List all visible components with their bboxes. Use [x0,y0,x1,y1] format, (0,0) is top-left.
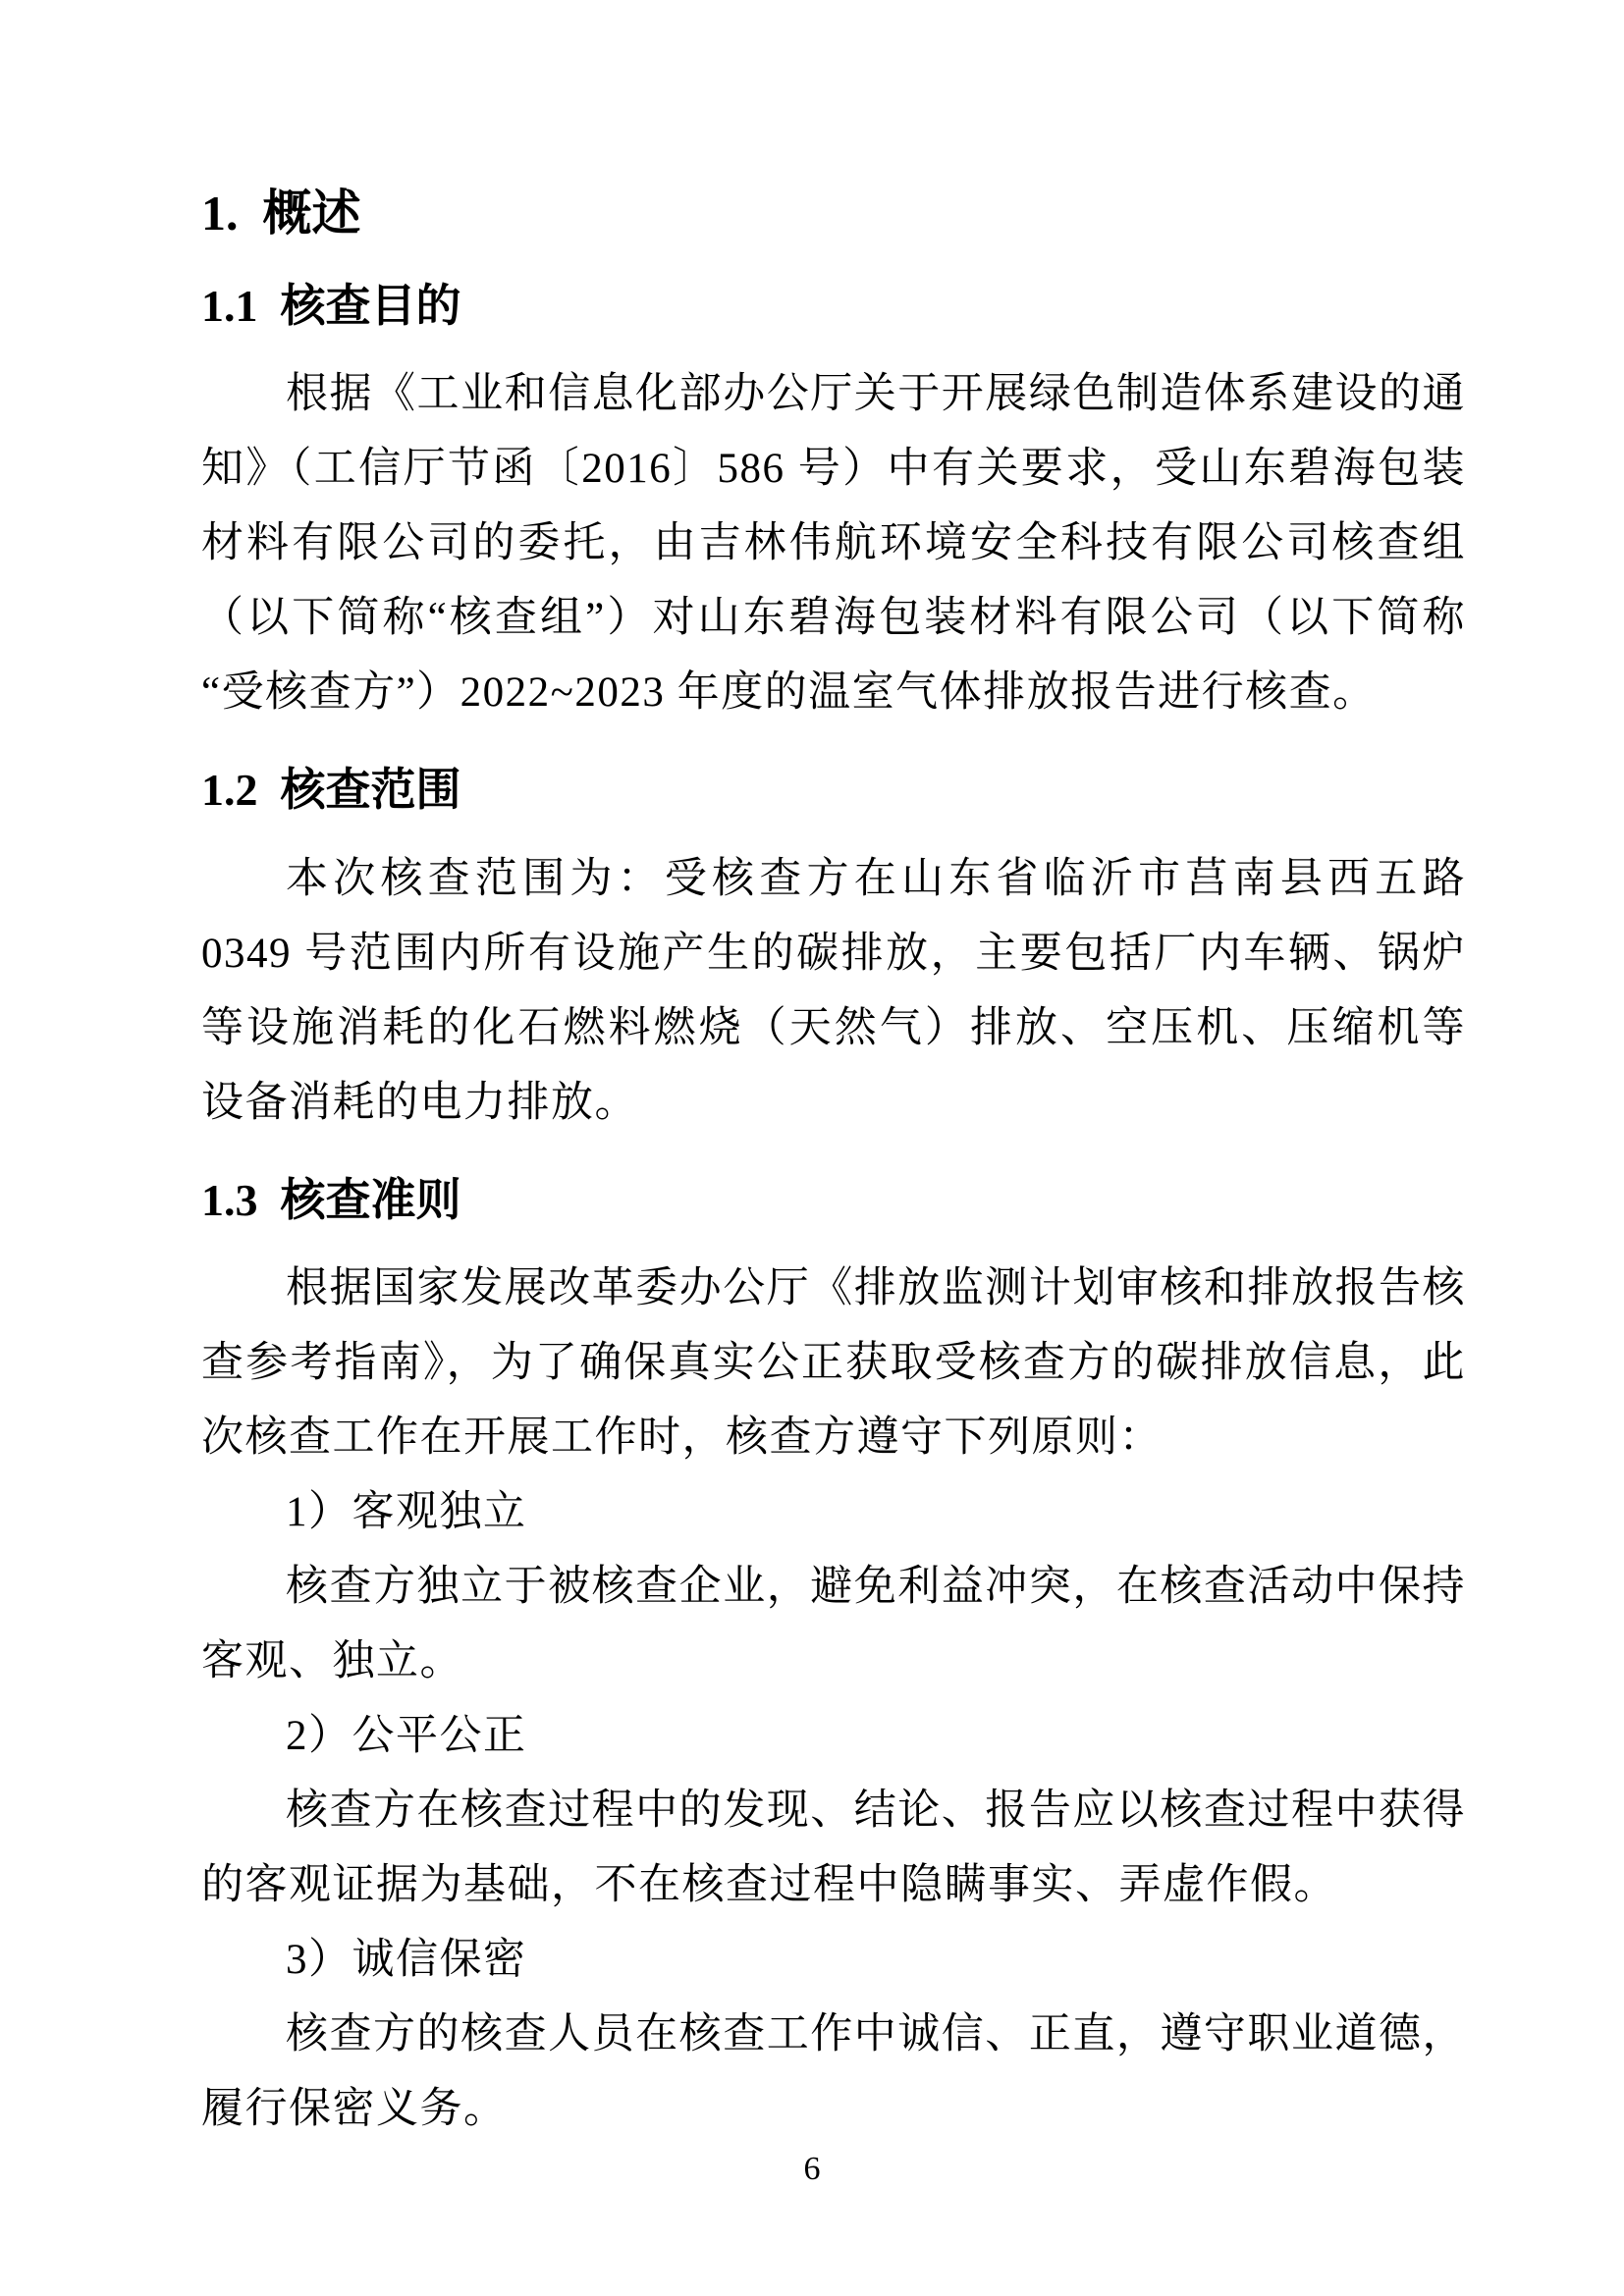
page-number: 6 [803,2151,821,2187]
paragraph-integrity-confidentiality: 核查方的核查人员在核查工作中诚信、正直，遵守职业道德，履行保密义务。 [201,2011,1466,2132]
item-1-objective-independence: 1）客观独立 [286,1489,527,1535]
paragraph-verification-purpose: 根据《工业和信息化部办公厅关于开展绿色制造体系建设的通知》（工信厅节函〔2016〕586 号）中有关要求，受山东碧海包装材料有限公司的委托，由吉林伟航环境安全科技有限公司核查组（以下简称“核查组”）对山东碧海包装材料有限公司（以下简称“受核查方”）2022~2023 年度的温室气体排放报告进行核查。 [201,371,1466,716]
paragraph-objective-independence: 核查方独立于被核查企业，避免利益冲突，在核查活动中保持客观、独立。 [201,1564,1466,1684]
paragraph-verification-criteria-intro: 根据国家发展改革委办公厅《排放监测计划审核和排放报告核查参考指南》，为了确保真实公正获取受核查方的碳排放信息，此次核查工作在开展工作时，核查方遵守下列原则： [201,1265,1466,1461]
item-2-fairness-impartiality: 2）公平公正 [286,1713,527,1759]
document-body [201,183,1466,2147]
paragraph-verification-scope: 本次核查范围为：受核查方在山东省临沂市莒南县西五路 0349 号范围内所有设施产生的碳排放，主要包括厂内车辆、锅炉等设施消耗的化石燃料燃烧（天然气）排放、空压机、压缩机等设备消耗的电力排放。 [201,855,1466,1126]
paragraph-fairness-impartiality: 核查方在核查过程中的发现、结论、报告应以核查过程中获得的客观证据为基础，不在核查过程中隐瞒事实、弄虚作假。 [201,1788,1466,1908]
heading-1-1-verification-purpose: 1.1 核查目的 [201,280,461,331]
heading-1-3-verification-criteria: 1.3 核查准则 [201,1174,461,1225]
item-3-integrity-confidentiality: 3）诚信保密 [286,1937,527,1983]
heading-section-1-overview: 1. 概述 [201,186,361,240]
heading-1-2-verification-scope: 1.2 核查范围 [201,765,461,815]
